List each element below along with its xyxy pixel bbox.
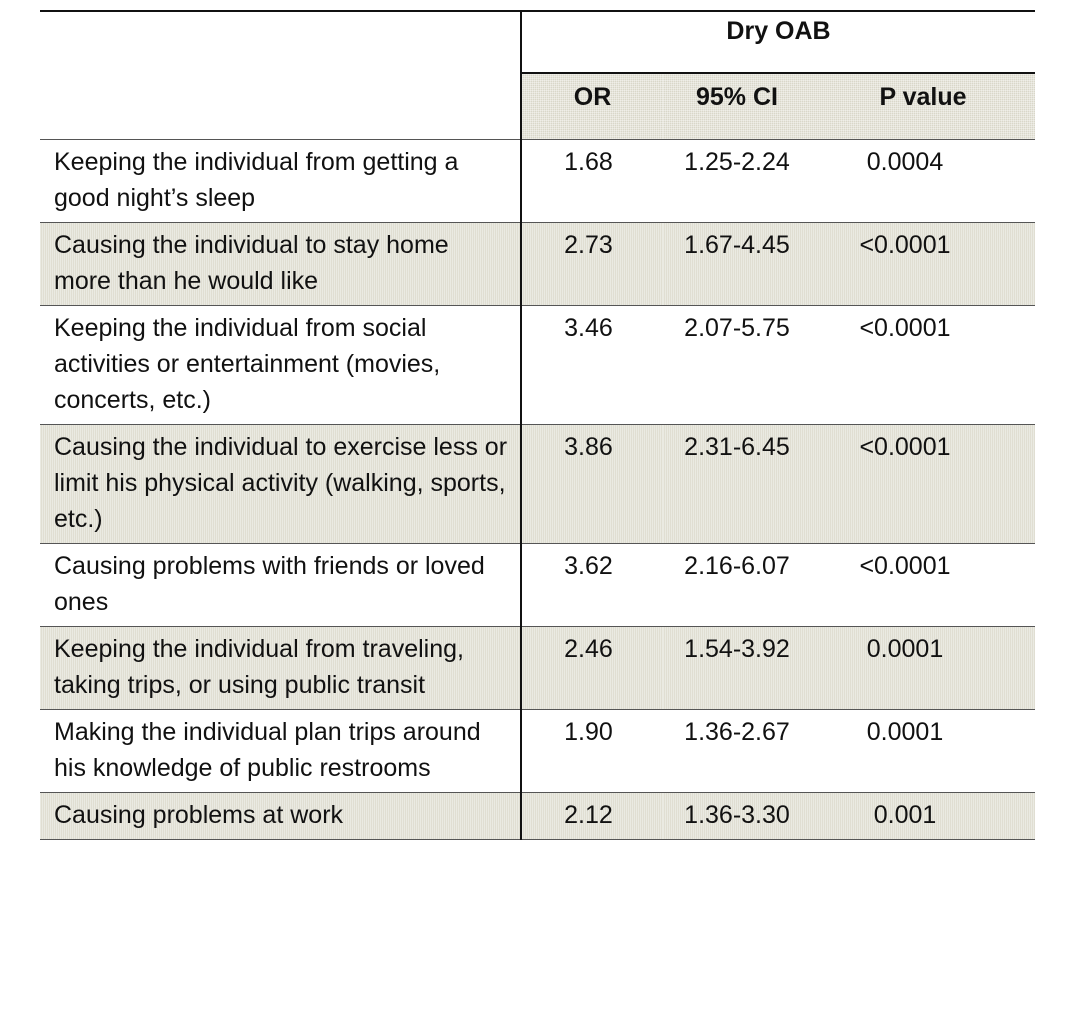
row-ci-value: 1.25-2.24	[663, 140, 811, 223]
table-row	[40, 710, 1035, 793]
header-blank-cell	[40, 11, 521, 73]
row-label: Keeping the individual from social activities or entertainment (movies, concerts, etc.)	[40, 306, 521, 425]
row-label: Keeping the individual from getting a good night’s sleep	[40, 140, 521, 223]
row-or-value: 3.46	[521, 306, 663, 425]
row-label: Keeping the individual from traveling, taking trips, or using public transit	[40, 627, 521, 710]
odds-ratio-table-container	[40, 10, 1035, 840]
column-header-blank-cell	[40, 73, 521, 140]
table-row	[40, 793, 1035, 840]
table-row	[40, 425, 1035, 544]
odds-ratio-table	[40, 10, 1035, 840]
row-p-value: 0.0004	[811, 140, 1035, 223]
row-ci-value: 1.67-4.45	[663, 223, 811, 306]
row-or-value: 1.90	[521, 710, 663, 793]
row-label: Causing the individual to exercise less or limit his physical activity (walking, sports, etc.)	[40, 425, 521, 544]
table-body	[40, 140, 1035, 840]
row-label: Causing problems at work	[40, 793, 521, 840]
row-or-value: 2.46	[521, 627, 663, 710]
column-header-ci: 95% CI	[663, 73, 811, 140]
row-ci-value: 2.31-6.45	[663, 425, 811, 544]
row-or-value: 2.12	[521, 793, 663, 840]
row-or-value: 2.73	[521, 223, 663, 306]
row-label: Making the individual plan trips around his knowledge of public restrooms	[40, 710, 521, 793]
row-ci-value: 1.36-2.67	[663, 710, 811, 793]
group-header-row	[40, 11, 1035, 73]
table-row	[40, 627, 1035, 710]
column-header-p-value: P value	[811, 73, 1035, 140]
row-p-value: <0.0001	[811, 306, 1035, 425]
row-label: Causing problems with friends or loved ones	[40, 544, 521, 627]
column-header-or: OR	[521, 73, 663, 140]
row-p-value: <0.0001	[811, 425, 1035, 544]
row-label: Causing the individual to stay home more than he would like	[40, 223, 521, 306]
row-ci-value: 1.54-3.92	[663, 627, 811, 710]
row-or-value: 1.68	[521, 140, 663, 223]
row-or-value: 3.62	[521, 544, 663, 627]
table-row	[40, 140, 1035, 223]
table-row	[40, 306, 1035, 425]
row-p-value: <0.0001	[811, 544, 1035, 627]
row-ci-value: 1.36-3.30	[663, 793, 811, 840]
group-header-title: Dry OAB	[521, 11, 1035, 73]
row-p-value: 0.0001	[811, 710, 1035, 793]
row-p-value: 0.0001	[811, 627, 1035, 710]
row-p-value: <0.0001	[811, 223, 1035, 306]
row-ci-value: 2.07-5.75	[663, 306, 811, 425]
table-row	[40, 223, 1035, 306]
column-header-row	[40, 73, 1035, 140]
row-ci-value: 2.16-6.07	[663, 544, 811, 627]
row-or-value: 3.86	[521, 425, 663, 544]
row-p-value: 0.001	[811, 793, 1035, 840]
table-row	[40, 544, 1035, 627]
